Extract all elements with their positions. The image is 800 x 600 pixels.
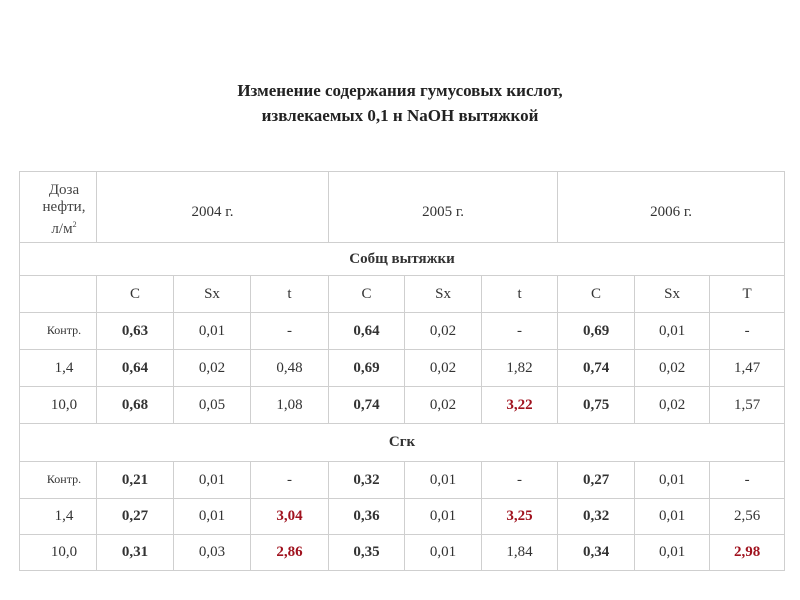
value-cell: 0,01 (174, 499, 251, 535)
value-cell: 0,74 (558, 350, 635, 387)
section-title: Сгк (20, 424, 785, 462)
subheader-cell: C (329, 276, 405, 313)
subheader-cell: C (97, 276, 174, 313)
value-cell: 2,56 (710, 499, 785, 535)
subheader-cell: t (482, 276, 558, 313)
value-cell: 0,31 (97, 535, 174, 571)
value-cell: 0,75 (558, 387, 635, 424)
table-row (20, 535, 785, 571)
subheader-cell: t (251, 276, 329, 313)
subheader-cell: T (710, 276, 785, 313)
value-cell: 0,69 (558, 313, 635, 350)
title-line-2: извлекаемых 0,1 н NaOH вытяжкой (261, 106, 539, 125)
subheader-cell: C (558, 276, 635, 313)
value-cell: 0,01 (635, 462, 710, 499)
value-cell: 0,68 (97, 387, 174, 424)
dose-cell: 1,4 (20, 499, 97, 535)
subheader-cell: Sx (174, 276, 251, 313)
significant-value-cell: 3,25 (482, 499, 558, 535)
value-cell: 0,63 (97, 313, 174, 350)
value-cell: 0,02 (635, 350, 710, 387)
value-cell: 0,02 (405, 350, 482, 387)
data-table (19, 171, 785, 571)
value-cell: 0,01 (405, 499, 482, 535)
dose-label-line-3: л/м (51, 221, 73, 237)
value-cell: 1,47 (710, 350, 785, 387)
value-cell: 0,69 (329, 350, 405, 387)
table-title (0, 78, 800, 128)
year-2004: 2004 г. (97, 172, 329, 243)
value-cell: 0,36 (329, 499, 405, 535)
significant-value-cell: 3,04 (251, 499, 329, 535)
subheader-cell: Sx (405, 276, 482, 313)
value-cell: 0,32 (329, 462, 405, 499)
year-2006: 2006 г. (558, 172, 785, 243)
value-cell: - (710, 313, 785, 350)
value-cell: 0,03 (174, 535, 251, 571)
value-cell: 0,64 (97, 350, 174, 387)
value-cell: - (251, 462, 329, 499)
section-row (20, 243, 785, 276)
dose-header (20, 172, 97, 243)
dose-label-sup: 2 (72, 220, 77, 229)
value-cell: 0,01 (405, 462, 482, 499)
value-cell: 0,01 (635, 535, 710, 571)
value-cell: 1,57 (710, 387, 785, 424)
value-cell: 1,82 (482, 350, 558, 387)
subheader-empty (20, 276, 97, 313)
year-header-row (20, 172, 785, 243)
year-2005: 2005 г. (329, 172, 558, 243)
section-row (20, 424, 785, 462)
section-title: Собщ вытяжки (20, 243, 785, 276)
value-cell: 0,05 (174, 387, 251, 424)
value-cell: 0,64 (329, 313, 405, 350)
dose-cell: Контр. (20, 462, 97, 499)
dose-cell: 10,0 (20, 535, 97, 571)
significant-value-cell: 3,22 (482, 387, 558, 424)
title-line-1: Изменение содержания гумусовых кислот, (237, 81, 563, 100)
value-cell: 0,48 (251, 350, 329, 387)
subheader-cell: Sx (635, 276, 710, 313)
table-row (20, 387, 785, 424)
value-cell: 1,08 (251, 387, 329, 424)
value-cell: 1,84 (482, 535, 558, 571)
value-cell: 0,27 (558, 462, 635, 499)
value-cell: 0,21 (97, 462, 174, 499)
value-cell: 0,01 (635, 313, 710, 350)
dose-cell: 10,0 (20, 387, 97, 424)
value-cell: 0,02 (174, 350, 251, 387)
value-cell: 0,01 (174, 313, 251, 350)
table-row (20, 350, 785, 387)
value-cell: 0,01 (174, 462, 251, 499)
value-cell: 0,34 (558, 535, 635, 571)
dose-label-line-2: нефти, (42, 199, 86, 215)
value-cell: 0,02 (405, 387, 482, 424)
value-cell: 0,02 (635, 387, 710, 424)
subheader-row (20, 276, 785, 313)
table-row (20, 313, 785, 350)
dose-cell: Контр. (20, 313, 97, 350)
value-cell: 0,35 (329, 535, 405, 571)
value-cell: 0,01 (635, 499, 710, 535)
table-row (20, 462, 785, 499)
table-row (20, 499, 785, 535)
dose-cell: 1,4 (20, 350, 97, 387)
value-cell: - (710, 462, 785, 499)
value-cell: 0,27 (97, 499, 174, 535)
significant-value-cell: 2,98 (710, 535, 785, 571)
value-cell: 0,02 (405, 313, 482, 350)
value-cell: - (251, 313, 329, 350)
value-cell: 0,74 (329, 387, 405, 424)
value-cell: - (482, 313, 558, 350)
value-cell: - (482, 462, 558, 499)
significant-value-cell: 2,86 (251, 535, 329, 571)
value-cell: 0,32 (558, 499, 635, 535)
value-cell: 0,01 (405, 535, 482, 571)
dose-label-line-1: Доза (48, 182, 80, 198)
